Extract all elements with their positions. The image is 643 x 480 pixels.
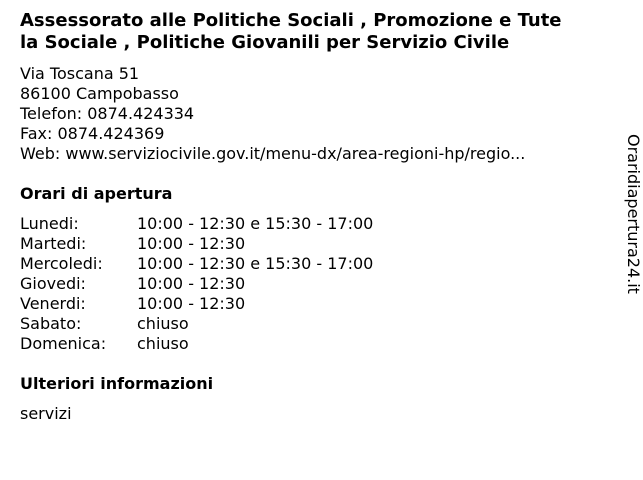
address-city: 86100 Campobasso bbox=[20, 84, 179, 103]
hours-day: Giovedi: bbox=[20, 274, 86, 293]
page-title-line-1: Assessorato alle Politiche Sociali , Promozione e Tute bbox=[20, 10, 562, 31]
hours-day: Venerdi: bbox=[20, 294, 86, 313]
hours-day: Sabato: bbox=[20, 314, 82, 333]
page-title-line-2: la Sociale , Politiche Giovanili per Servizio Civile bbox=[20, 32, 510, 53]
hours-day: Domenica: bbox=[20, 334, 107, 353]
hours-row bbox=[20, 294, 373, 314]
address-fax: Fax: 0874.424369 bbox=[20, 124, 165, 143]
opening-hours-heading: Orari di apertura bbox=[20, 184, 173, 203]
hours-day: Martedi: bbox=[20, 234, 87, 253]
hours-row bbox=[20, 214, 373, 234]
page-title bbox=[20, 10, 620, 54]
hours-day: Mercoledi: bbox=[20, 254, 103, 273]
opening-hours-table bbox=[20, 214, 373, 354]
address-block bbox=[20, 64, 525, 164]
watermark-brand: Oraridiapertura24.it bbox=[624, 134, 643, 294]
hours-row bbox=[20, 334, 373, 354]
hours-time: 10:00 - 12:30 bbox=[137, 274, 246, 293]
hours-time: chiuso bbox=[137, 314, 189, 333]
address-phone: Telefon: 0874.424334 bbox=[20, 104, 195, 123]
hours-day: Lunedi: bbox=[20, 214, 79, 233]
hours-time: 10:00 - 12:30 e 15:30 - 17:00 bbox=[137, 254, 374, 273]
hours-time: chiuso bbox=[137, 334, 189, 353]
hours-row bbox=[20, 234, 373, 254]
additional-info-heading: Ulteriori informazioni bbox=[20, 374, 214, 393]
hours-row bbox=[20, 274, 373, 294]
address-web: Web: www.serviziocivile.gov.it/menu-dx/area-regioni-hp/regio... bbox=[20, 144, 526, 163]
hours-time: 10:00 - 12:30 bbox=[137, 234, 246, 253]
hours-time: 10:00 - 12:30 e 15:30 - 17:00 bbox=[137, 214, 374, 233]
hours-row bbox=[20, 314, 373, 334]
additional-info-text: servizi bbox=[20, 404, 72, 423]
address-street: Via Toscana 51 bbox=[20, 64, 140, 83]
hours-time: 10:00 - 12:30 bbox=[137, 294, 246, 313]
hours-row bbox=[20, 254, 373, 274]
